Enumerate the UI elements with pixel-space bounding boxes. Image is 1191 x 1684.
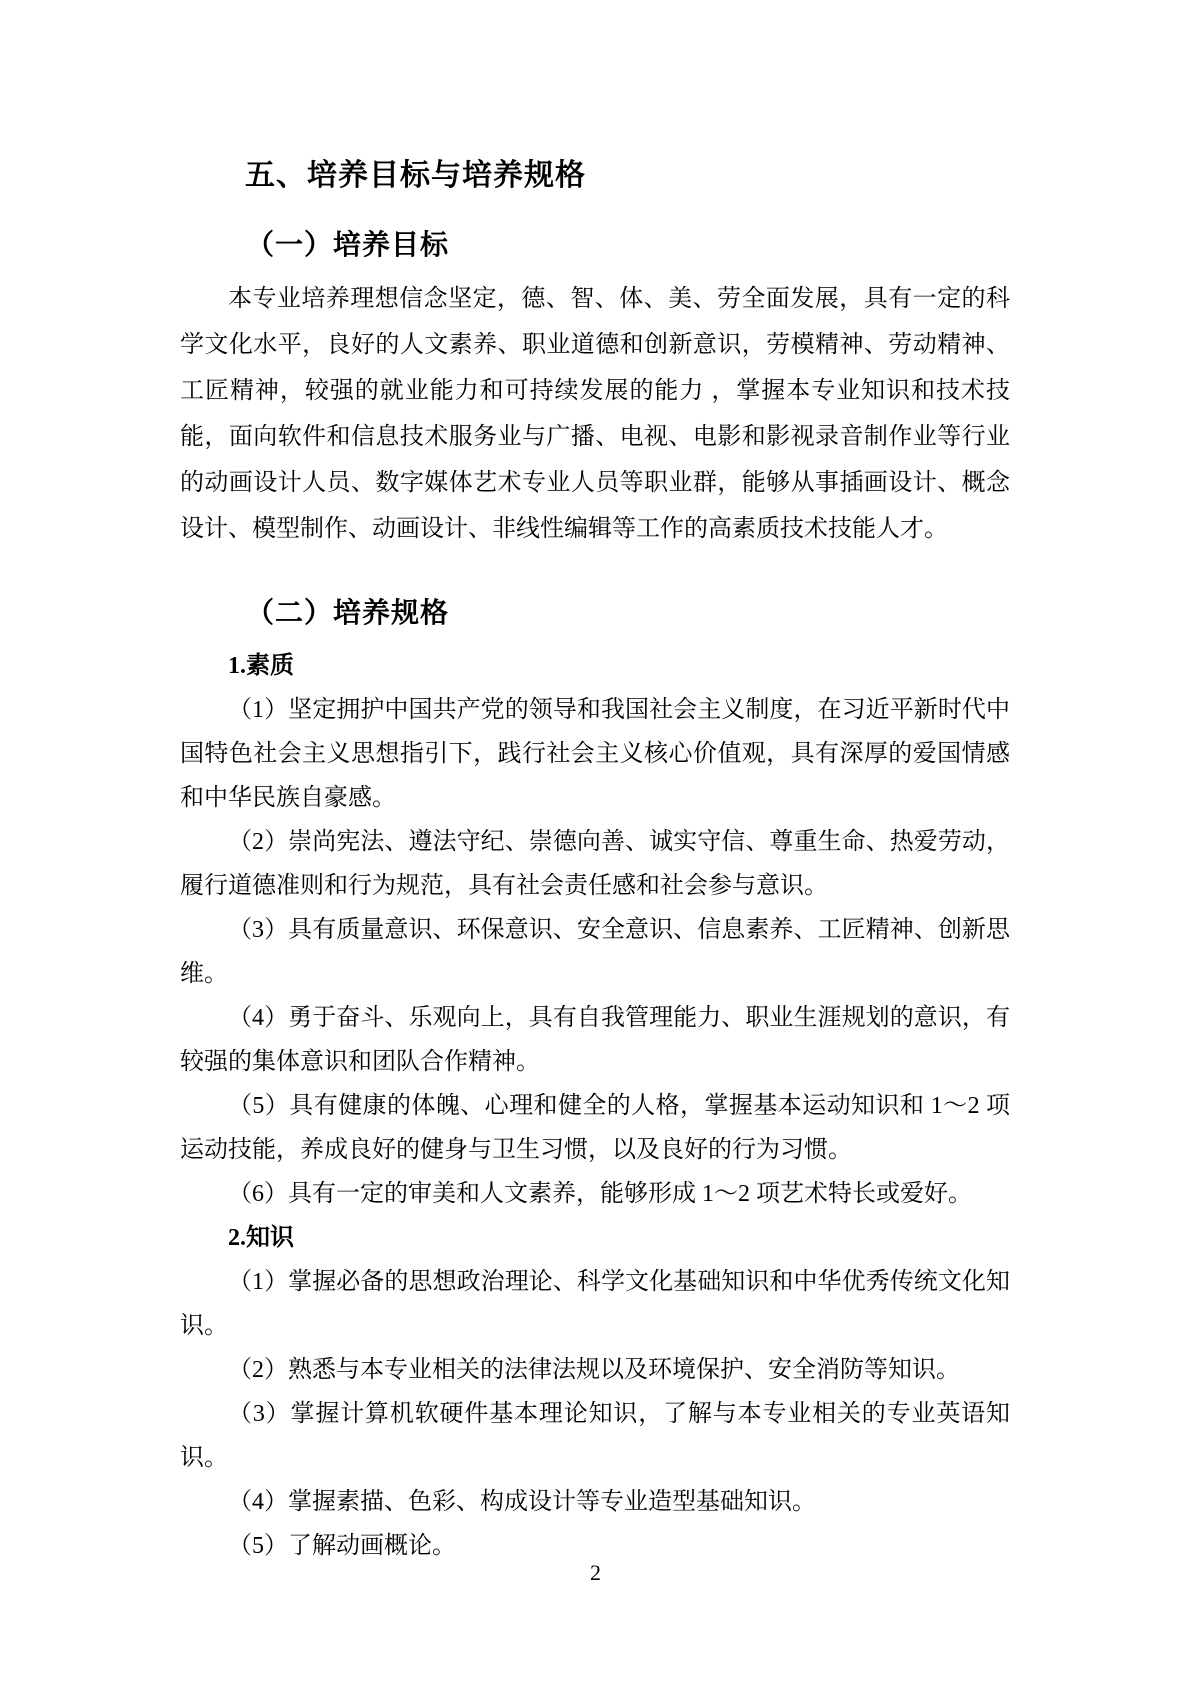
- quality-item-1: （1）坚定拥护中国共产党的领导和我国社会主义制度，在习近平新时代中国特色社会主义思想指引下，践行社会主义核心价值观，具有深厚的爱国情感和中华民族自豪感。: [180, 697, 1010, 811]
- training-goal-paragraph: 本专业培养理想信念坚定，德、智、体、美、劳全面发展，具有一定的科学文化水平，良好的人文素养、职业道德和创新意识，劳模精神、劳动精神、工匠精神，较强的就业能力和可持续发展的能力 ，掌握本专业知识和技术技能，面向软件和信息技术服务业与广播、电视、电影和影视录音制作业等行业的动画设计人员、数字媒体艺术专业人员等职业群，能够从事插画设计、概念设计、模型制作、动画设计、非线性编辑等工作的高素质技术技能人才。: [180, 286, 1010, 542]
- quality-item-4: （4）勇于奋斗、乐观向上，具有自我管理能力、职业生涯规划的意识，有较强的集体意识和团队合作精神。: [180, 1005, 1010, 1075]
- quality-item-6: （6）具有一定的审美和人文素养，能够形成 1～2 项艺术特长或爱好。: [228, 1181, 972, 1207]
- page-number: 2: [590, 1560, 601, 1585]
- knowledge-item-3: （3）掌握计算机软硬件基本理论知识，了解与本专业相关的专业英语知识。: [180, 1401, 1010, 1471]
- knowledge-subheading: 2.知识: [228, 1225, 294, 1251]
- quality-item-5: （5）具有健康的体魄、心理和健全的人格，掌握基本运动知识和 1～2 项运动技能，养成良好的健身与卫生习惯，以及良好的行为习惯。: [180, 1093, 1010, 1163]
- quality-subheading: 1.素质: [228, 653, 294, 679]
- knowledge-item-4: （4）掌握素描、色彩、构成设计等专业造型基础知识。: [228, 1489, 816, 1515]
- knowledge-item-5: （5）了解动画概论。: [228, 1533, 456, 1559]
- knowledge-item-2: （2）熟悉与本专业相关的法律法规以及环境保护、安全消防等知识。: [228, 1357, 960, 1383]
- main-section-heading: 五、培养目标与培养规格: [245, 159, 586, 192]
- knowledge-item-1: （1）掌握必备的思想政治理论、科学文化基础知识和中华优秀传统文化知识。: [180, 1269, 1010, 1339]
- training-goal-heading: （一）培养目标: [246, 229, 450, 260]
- training-spec-heading: （二）培养规格: [246, 597, 450, 628]
- quality-item-2: （2）崇尚宪法、遵法守纪、崇德向善、诚实守信、尊重生命、热爱劳动，履行道德准则和行为规范，具有社会责任感和社会参与意识。: [180, 829, 1010, 899]
- quality-item-3: （3）具有质量意识、环保意识、安全意识、信息素养、工匠精神、创新思维。: [180, 917, 1010, 987]
